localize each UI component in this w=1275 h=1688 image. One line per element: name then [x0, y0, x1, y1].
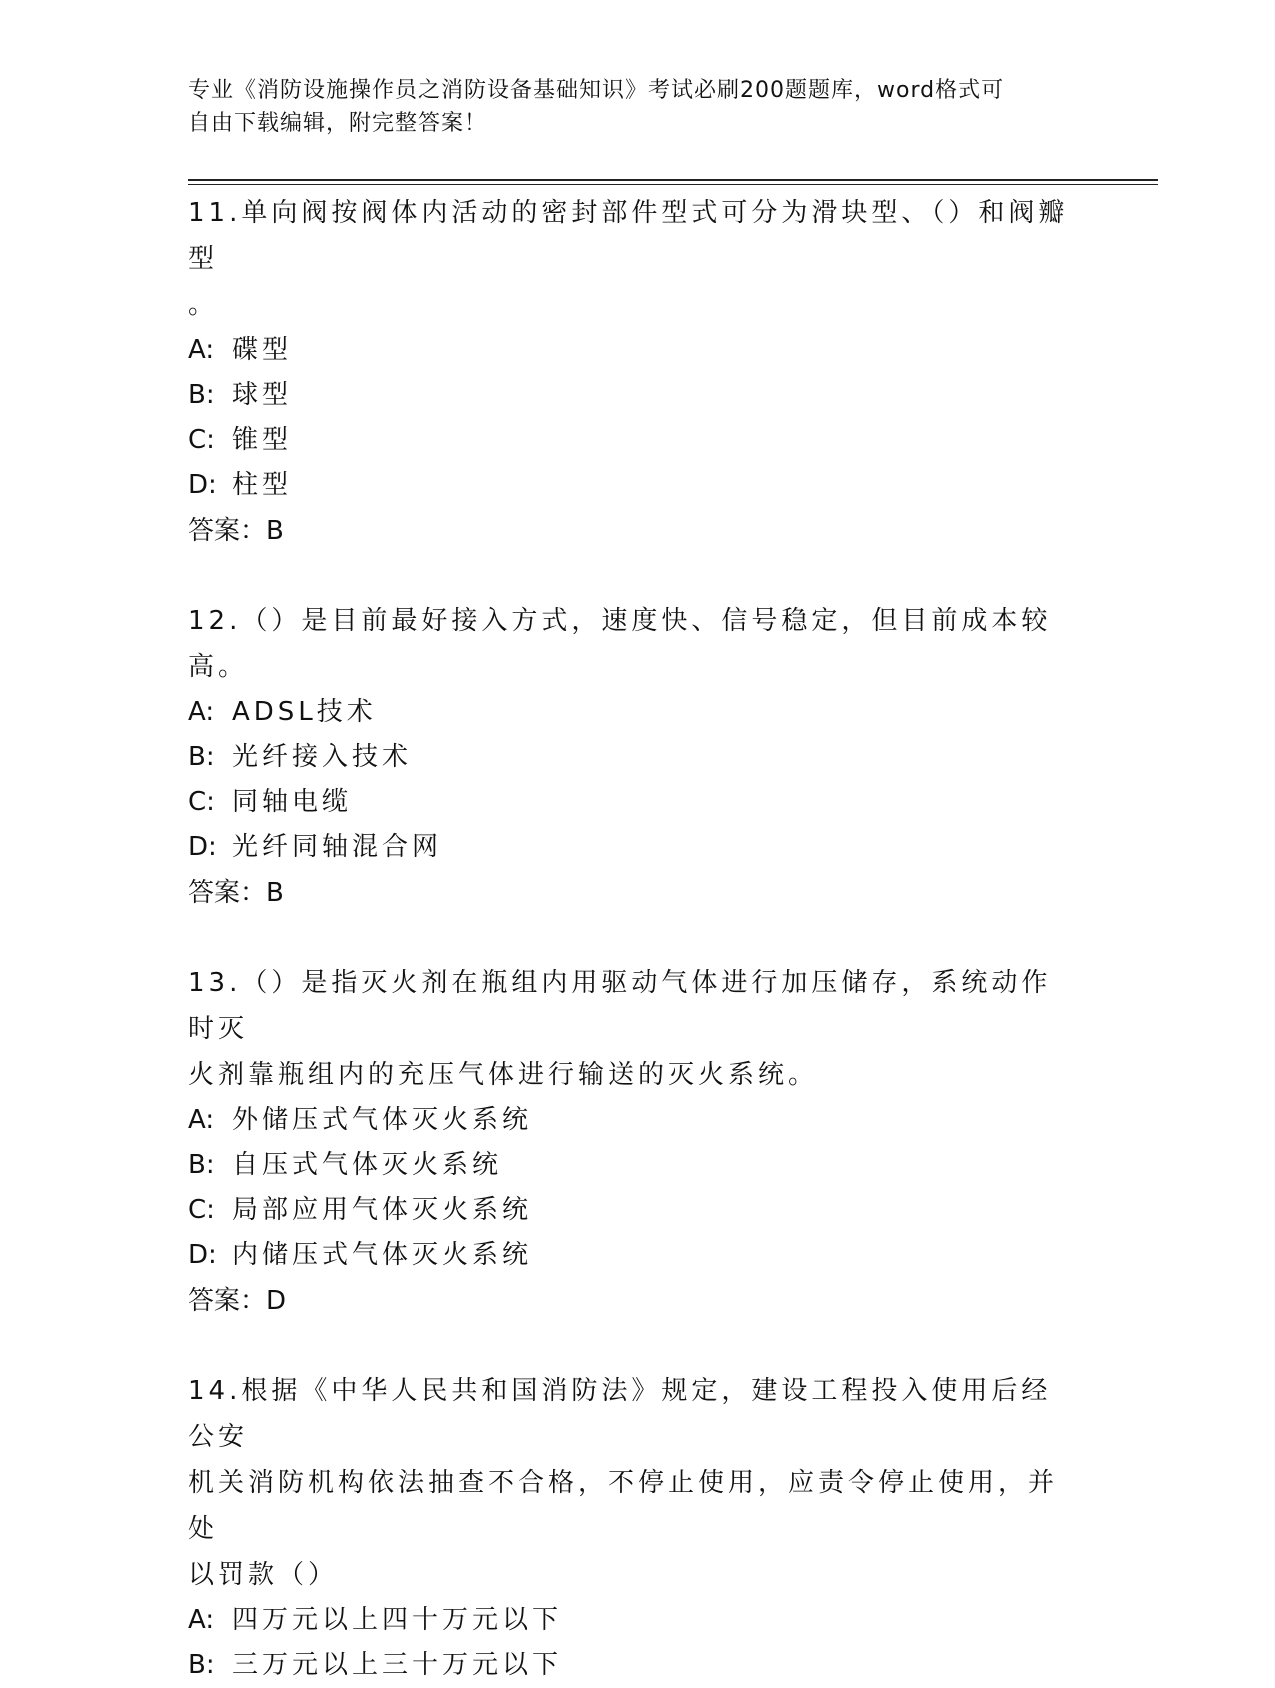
option-c: [188, 418, 1078, 463]
option-letter: A:: [188, 1605, 215, 1635]
option-letter: D:: [188, 832, 217, 862]
question-stem-continued: 机关消防机构依法抽查不合格，不停止使用，应责令停止使用，并处: [188, 1468, 1059, 1544]
option-text: 锥型: [232, 425, 293, 455]
option-d: [188, 463, 1078, 508]
option-a: [188, 328, 1078, 373]
header-line-1: 专业《消防设施操作员之消防设备基础知识》考试必刷200题题库，word格式可: [188, 78, 1005, 103]
option-d: [188, 825, 1078, 870]
option-text: 外储压式气体灭火系统: [232, 1105, 533, 1135]
question-stem: 11.单向阀按阀体内活动的密封部件型式可分为滑块型、（）和阀瓣型: [188, 198, 1069, 274]
spacer: [188, 1324, 1078, 1368]
spacer: [188, 554, 1078, 598]
option-b: [188, 735, 1078, 780]
option-letter: C:: [188, 787, 215, 817]
question-stem: 12.（）是目前最好接入方式，速度快、信号稳定，但目前成本较高。: [188, 606, 1052, 682]
option-text: 光纤接入技术: [232, 742, 413, 772]
option-letter: B:: [188, 742, 215, 772]
question-stem: 14.根据《中华人民共和国消防法》规定，建设工程投入使用后经公安: [188, 1376, 1052, 1452]
question-stem-continued: 。: [188, 290, 219, 320]
document-header: [188, 74, 1068, 140]
option-letter: B:: [188, 1150, 215, 1180]
option-a: [188, 690, 1078, 735]
option-text: 同轴电缆: [232, 787, 353, 817]
option-text: 球型: [232, 380, 293, 410]
option-letter: D:: [188, 1240, 217, 1270]
option-c: [188, 780, 1078, 825]
answer-line: 答案：B: [188, 878, 284, 908]
answer-line: 答案：D: [188, 1286, 287, 1316]
question-list: [188, 190, 1078, 1688]
option-letter: A:: [188, 697, 215, 727]
option-letter: D:: [188, 470, 217, 500]
option-text: 三万元以上三十万元以下: [232, 1650, 563, 1680]
header-divider-thin: [188, 184, 1158, 185]
option-letter: C:: [188, 1195, 215, 1225]
option-letter: A:: [188, 335, 215, 365]
option-text: 四万元以上四十万元以下: [232, 1605, 563, 1635]
option-text: 局部应用气体灭火系统: [232, 1195, 533, 1225]
question-stem-continued: 以罚款（）: [188, 1560, 339, 1590]
option-c: [188, 1188, 1078, 1233]
question-stem-continued: 火剂靠瓶组内的充压气体进行输送的灭火系统。: [188, 1060, 819, 1090]
option-d: [188, 1233, 1078, 1278]
header-divider-thick: [188, 179, 1158, 181]
option-letter: B:: [188, 1650, 215, 1680]
question-stem: 13.（）是指灭火剂在瓶组内用驱动气体进行加压储存，系统动作时灭: [188, 968, 1052, 1044]
header-line-2: 自由下载编辑，附完整答案！: [188, 111, 488, 136]
option-text: 柱型: [232, 470, 293, 500]
option-letter: B:: [188, 380, 215, 410]
option-a: [188, 1598, 1078, 1643]
question-14: [188, 1368, 1078, 1688]
answer-line: 答案：B: [188, 516, 284, 546]
option-text: 碟型: [232, 335, 293, 365]
question-13: [188, 960, 1078, 1324]
question-12: [188, 598, 1078, 916]
option-letter: A:: [188, 1105, 215, 1135]
spacer: [188, 916, 1078, 960]
option-text: 内储压式气体灭火系统: [232, 1240, 533, 1270]
option-b: [188, 373, 1078, 418]
option-text: 自压式气体灭火系统: [232, 1150, 503, 1180]
option-text: ADSL技术: [232, 697, 377, 727]
option-text: 光纤同轴混合网: [232, 832, 443, 862]
option-a: [188, 1098, 1078, 1143]
option-letter: C:: [188, 425, 215, 455]
option-b: [188, 1143, 1078, 1188]
question-11: [188, 190, 1078, 554]
